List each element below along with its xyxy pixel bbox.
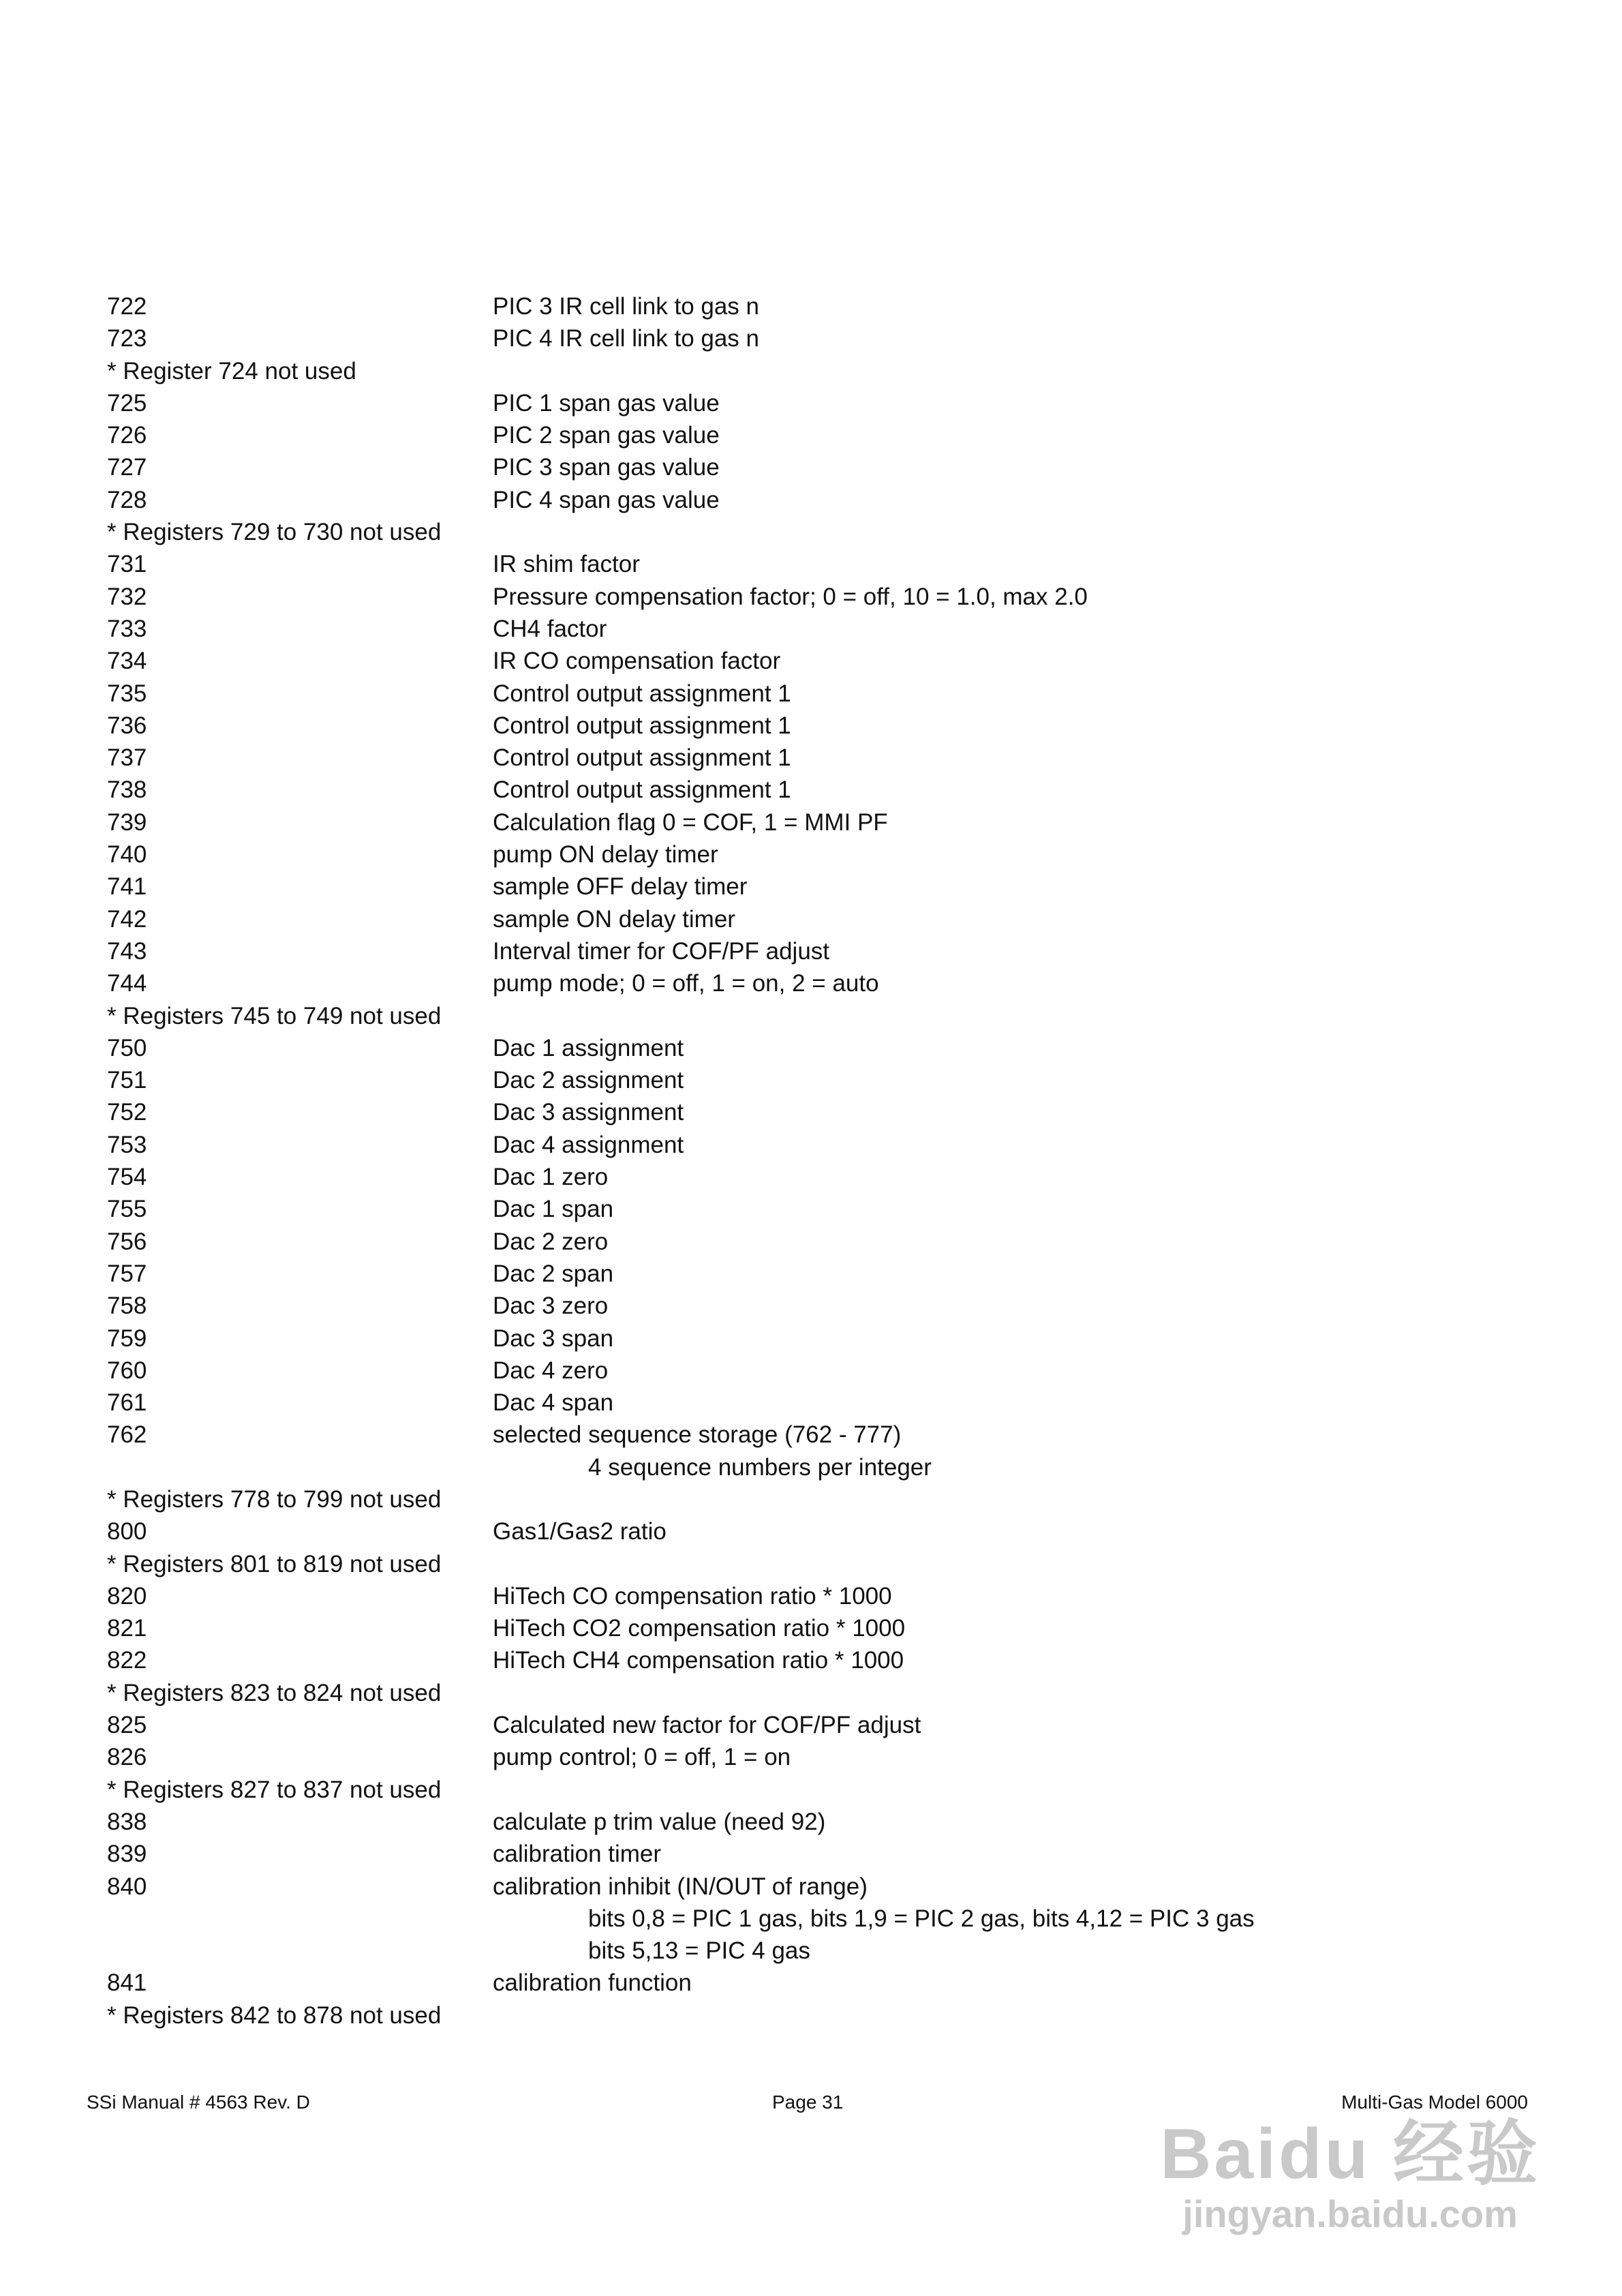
continuation-row: [107, 1451, 1538, 1483]
register-description: calibration inhibit (IN/OUT of range): [493, 1873, 868, 1900]
register-number: 733: [107, 615, 147, 642]
register-description: Dac 2 assignment: [493, 1067, 684, 1094]
register-number: 725: [107, 389, 147, 417]
register-number: 743: [107, 937, 147, 965]
register-number: 742: [107, 905, 147, 933]
register-row: [107, 1644, 1538, 1676]
register-row: [107, 1161, 1538, 1193]
register-row: [107, 774, 1538, 806]
register-description: Dac 3 assignment: [493, 1099, 684, 1126]
register-number: 826: [107, 1744, 147, 1771]
register-description: Control output assignment 1: [493, 712, 791, 739]
register-number: 753: [107, 1131, 147, 1158]
register-description: HiTech CH4 compensation ratio * 1000: [493, 1647, 904, 1674]
register-row: [107, 903, 1538, 935]
register-number: 751: [107, 1067, 147, 1094]
register-number: 754: [107, 1164, 147, 1191]
register-number: 839: [107, 1841, 147, 1868]
unused-register-note: * Registers 778 to 799 not used: [107, 1485, 442, 1513]
register-row: [107, 1355, 1538, 1387]
register-description: sample OFF delay timer: [493, 873, 748, 901]
register-number: 738: [107, 776, 147, 804]
register-number: 761: [107, 1389, 147, 1417]
watermark-brand: Baidu 经验: [1160, 2115, 1540, 2194]
register-row: [107, 1871, 1538, 1903]
register-table: [107, 290, 1538, 2031]
register-description: Dac 2 span: [493, 1260, 614, 1287]
continuation-row: [107, 1903, 1538, 1935]
register-row: [107, 419, 1538, 451]
register-number: 750: [107, 1034, 147, 1061]
register-row: [107, 871, 1538, 903]
register-row: [107, 613, 1538, 645]
register-row: [107, 290, 1538, 322]
register-row: [107, 1419, 1538, 1451]
register-description: Dac 3 span: [493, 1325, 614, 1352]
register-description: Calculated new factor for COF/PF adjust: [493, 1712, 921, 1739]
unused-register-note: * Registers 842 to 878 not used: [107, 2002, 442, 2029]
register-row: [107, 581, 1538, 613]
register-number: 762: [107, 1421, 147, 1449]
note-row: [107, 1677, 1538, 1709]
unused-register-note: * Registers 801 to 819 not used: [107, 1550, 442, 1577]
register-description: HiTech CO compensation ratio * 1000: [493, 1582, 892, 1610]
register-row: [107, 322, 1538, 354]
register-description: PIC 3 span gas value: [493, 454, 720, 481]
continuation-row: [107, 1935, 1538, 1967]
page-number: Page 31: [772, 2091, 844, 2113]
register-number: 728: [107, 486, 147, 513]
register-number: 744: [107, 970, 147, 997]
unused-register-note: * Registers 729 to 730 not used: [107, 519, 442, 546]
register-number: 740: [107, 841, 147, 868]
note-row: [107, 1483, 1538, 1515]
register-description: Dac 1 assignment: [493, 1034, 684, 1061]
register-number: 731: [107, 551, 147, 578]
register-row: [107, 1806, 1538, 1838]
register-row: [107, 1838, 1538, 1870]
register-description: Dac 4 assignment: [493, 1131, 684, 1158]
register-description: Dac 3 zero: [493, 1293, 609, 1320]
register-row: [107, 1741, 1538, 1773]
register-number: 727: [107, 454, 147, 481]
unused-register-note: * Registers 823 to 824 not used: [107, 1679, 442, 1706]
register-row: [107, 1258, 1538, 1290]
note-row: [107, 1548, 1538, 1580]
register-number: 755: [107, 1196, 147, 1223]
description-continuation: bits 0,8 = PIC 1 gas, bits 1,9 = PIC 2 gas, bits 4,12 = PIC 3 gas: [588, 1905, 1255, 1932]
register-number: 756: [107, 1228, 147, 1255]
register-number: 840: [107, 1873, 147, 1900]
register-row: [107, 967, 1538, 999]
unused-register-note: * Registers 745 to 749 not used: [107, 1002, 442, 1029]
register-row: [107, 1290, 1538, 1322]
register-row: [107, 1032, 1538, 1064]
register-number: 723: [107, 325, 147, 352]
register-number: 741: [107, 873, 147, 901]
register-description: IR shim factor: [493, 551, 640, 578]
register-description: PIC 3 IR cell link to gas n: [493, 293, 759, 320]
register-number: 757: [107, 1260, 147, 1287]
register-description: pump mode; 0 = off, 1 = on, 2 = auto: [493, 970, 879, 997]
register-description: Dac 2 zero: [493, 1228, 609, 1255]
watermark-url: jingyan.baidu.com: [1182, 2192, 1518, 2235]
register-number: 821: [107, 1615, 147, 1642]
register-description: Dac 1 span: [493, 1196, 614, 1223]
register-description: Dac 4 zero: [493, 1357, 609, 1384]
manual-number: SSi Manual # 4563 Rev. D: [87, 2091, 310, 2113]
register-description: HiTech CO2 compensation ratio * 1000: [493, 1615, 906, 1642]
register-number: 758: [107, 1293, 147, 1320]
note-row: [107, 1000, 1538, 1032]
register-row: [107, 839, 1538, 871]
register-row: [107, 1129, 1538, 1161]
register-number: 838: [107, 1808, 147, 1835]
register-row: [107, 806, 1538, 839]
register-row: [107, 1096, 1538, 1128]
note-row: [107, 355, 1538, 387]
register-number: 734: [107, 648, 147, 675]
register-number: 735: [107, 680, 147, 707]
register-row: [107, 1709, 1538, 1741]
register-number: 752: [107, 1099, 147, 1126]
note-row: [107, 516, 1538, 548]
register-description: Dac 4 span: [493, 1389, 614, 1417]
register-description: Control output assignment 1: [493, 744, 791, 772]
register-row: [107, 678, 1538, 710]
register-number: 739: [107, 809, 147, 836]
register-description: Calculation flag 0 = COF, 1 = MMI PF: [493, 809, 888, 836]
register-description: PIC 4 span gas value: [493, 486, 720, 513]
register-number: 822: [107, 1647, 147, 1674]
unused-register-note: * Register 724 not used: [107, 357, 356, 384]
description-continuation: 4 sequence numbers per integer: [588, 1453, 932, 1481]
register-row: [107, 451, 1538, 483]
note-row: [107, 1774, 1538, 1806]
register-row: [107, 1612, 1538, 1644]
register-row: [107, 645, 1538, 677]
register-description: calculate p trim value (need 92): [493, 1808, 826, 1835]
register-row: [107, 710, 1538, 742]
register-row: [107, 742, 1538, 774]
register-description: selected sequence storage (762 - 777): [493, 1421, 902, 1449]
note-row: [107, 1999, 1538, 2031]
register-number: 737: [107, 744, 147, 772]
register-description: PIC 2 span gas value: [493, 422, 720, 449]
register-row: [107, 1580, 1538, 1612]
register-number: 732: [107, 583, 147, 610]
register-number: 736: [107, 712, 147, 739]
register-row: [107, 387, 1538, 419]
register-number: 841: [107, 1969, 147, 1997]
register-number: 759: [107, 1325, 147, 1352]
register-description: Interval timer for COF/PF adjust: [493, 937, 830, 965]
register-description: PIC 1 span gas value: [493, 389, 720, 417]
register-description: pump ON delay timer: [493, 841, 718, 868]
register-description: calibration timer: [493, 1841, 662, 1868]
register-description: pump control; 0 = off, 1 = on: [493, 1744, 791, 1771]
register-number: 800: [107, 1518, 147, 1545]
watermark: [1160, 2117, 1540, 2237]
register-row: [107, 1226, 1538, 1258]
register-number: 760: [107, 1357, 147, 1384]
register-number: 825: [107, 1712, 147, 1739]
register-row: [107, 1967, 1538, 1999]
register-row: [107, 1387, 1538, 1419]
register-row: [107, 1064, 1538, 1096]
model-name: Multi-Gas Model 6000: [1341, 2091, 1528, 2113]
register-description: PIC 4 IR cell link to gas n: [493, 325, 759, 352]
register-row: [107, 1193, 1538, 1225]
register-row: [107, 935, 1538, 967]
register-number: 722: [107, 293, 147, 320]
register-number: 820: [107, 1582, 147, 1610]
register-row: [107, 1515, 1538, 1547]
register-description: IR CO compensation factor: [493, 648, 781, 675]
register-description: Control output assignment 1: [493, 680, 791, 707]
unused-register-note: * Registers 827 to 837 not used: [107, 1776, 442, 1803]
register-description: Pressure compensation factor; 0 = off, 10 = 1.0, max 2.0: [493, 583, 1088, 610]
register-description: Gas1/Gas2 ratio: [493, 1518, 667, 1545]
register-description: sample ON delay timer: [493, 905, 735, 933]
register-description: calibration function: [493, 1969, 692, 1997]
description-continuation: bits 5,13 = PIC 4 gas: [588, 1937, 810, 1965]
register-number: 726: [107, 422, 147, 449]
register-description: Control output assignment 1: [493, 776, 791, 804]
register-row: [107, 548, 1538, 580]
register-row: [107, 1323, 1538, 1355]
register-description: Dac 1 zero: [493, 1164, 609, 1191]
register-row: [107, 484, 1538, 516]
register-description: CH4 factor: [493, 615, 607, 642]
